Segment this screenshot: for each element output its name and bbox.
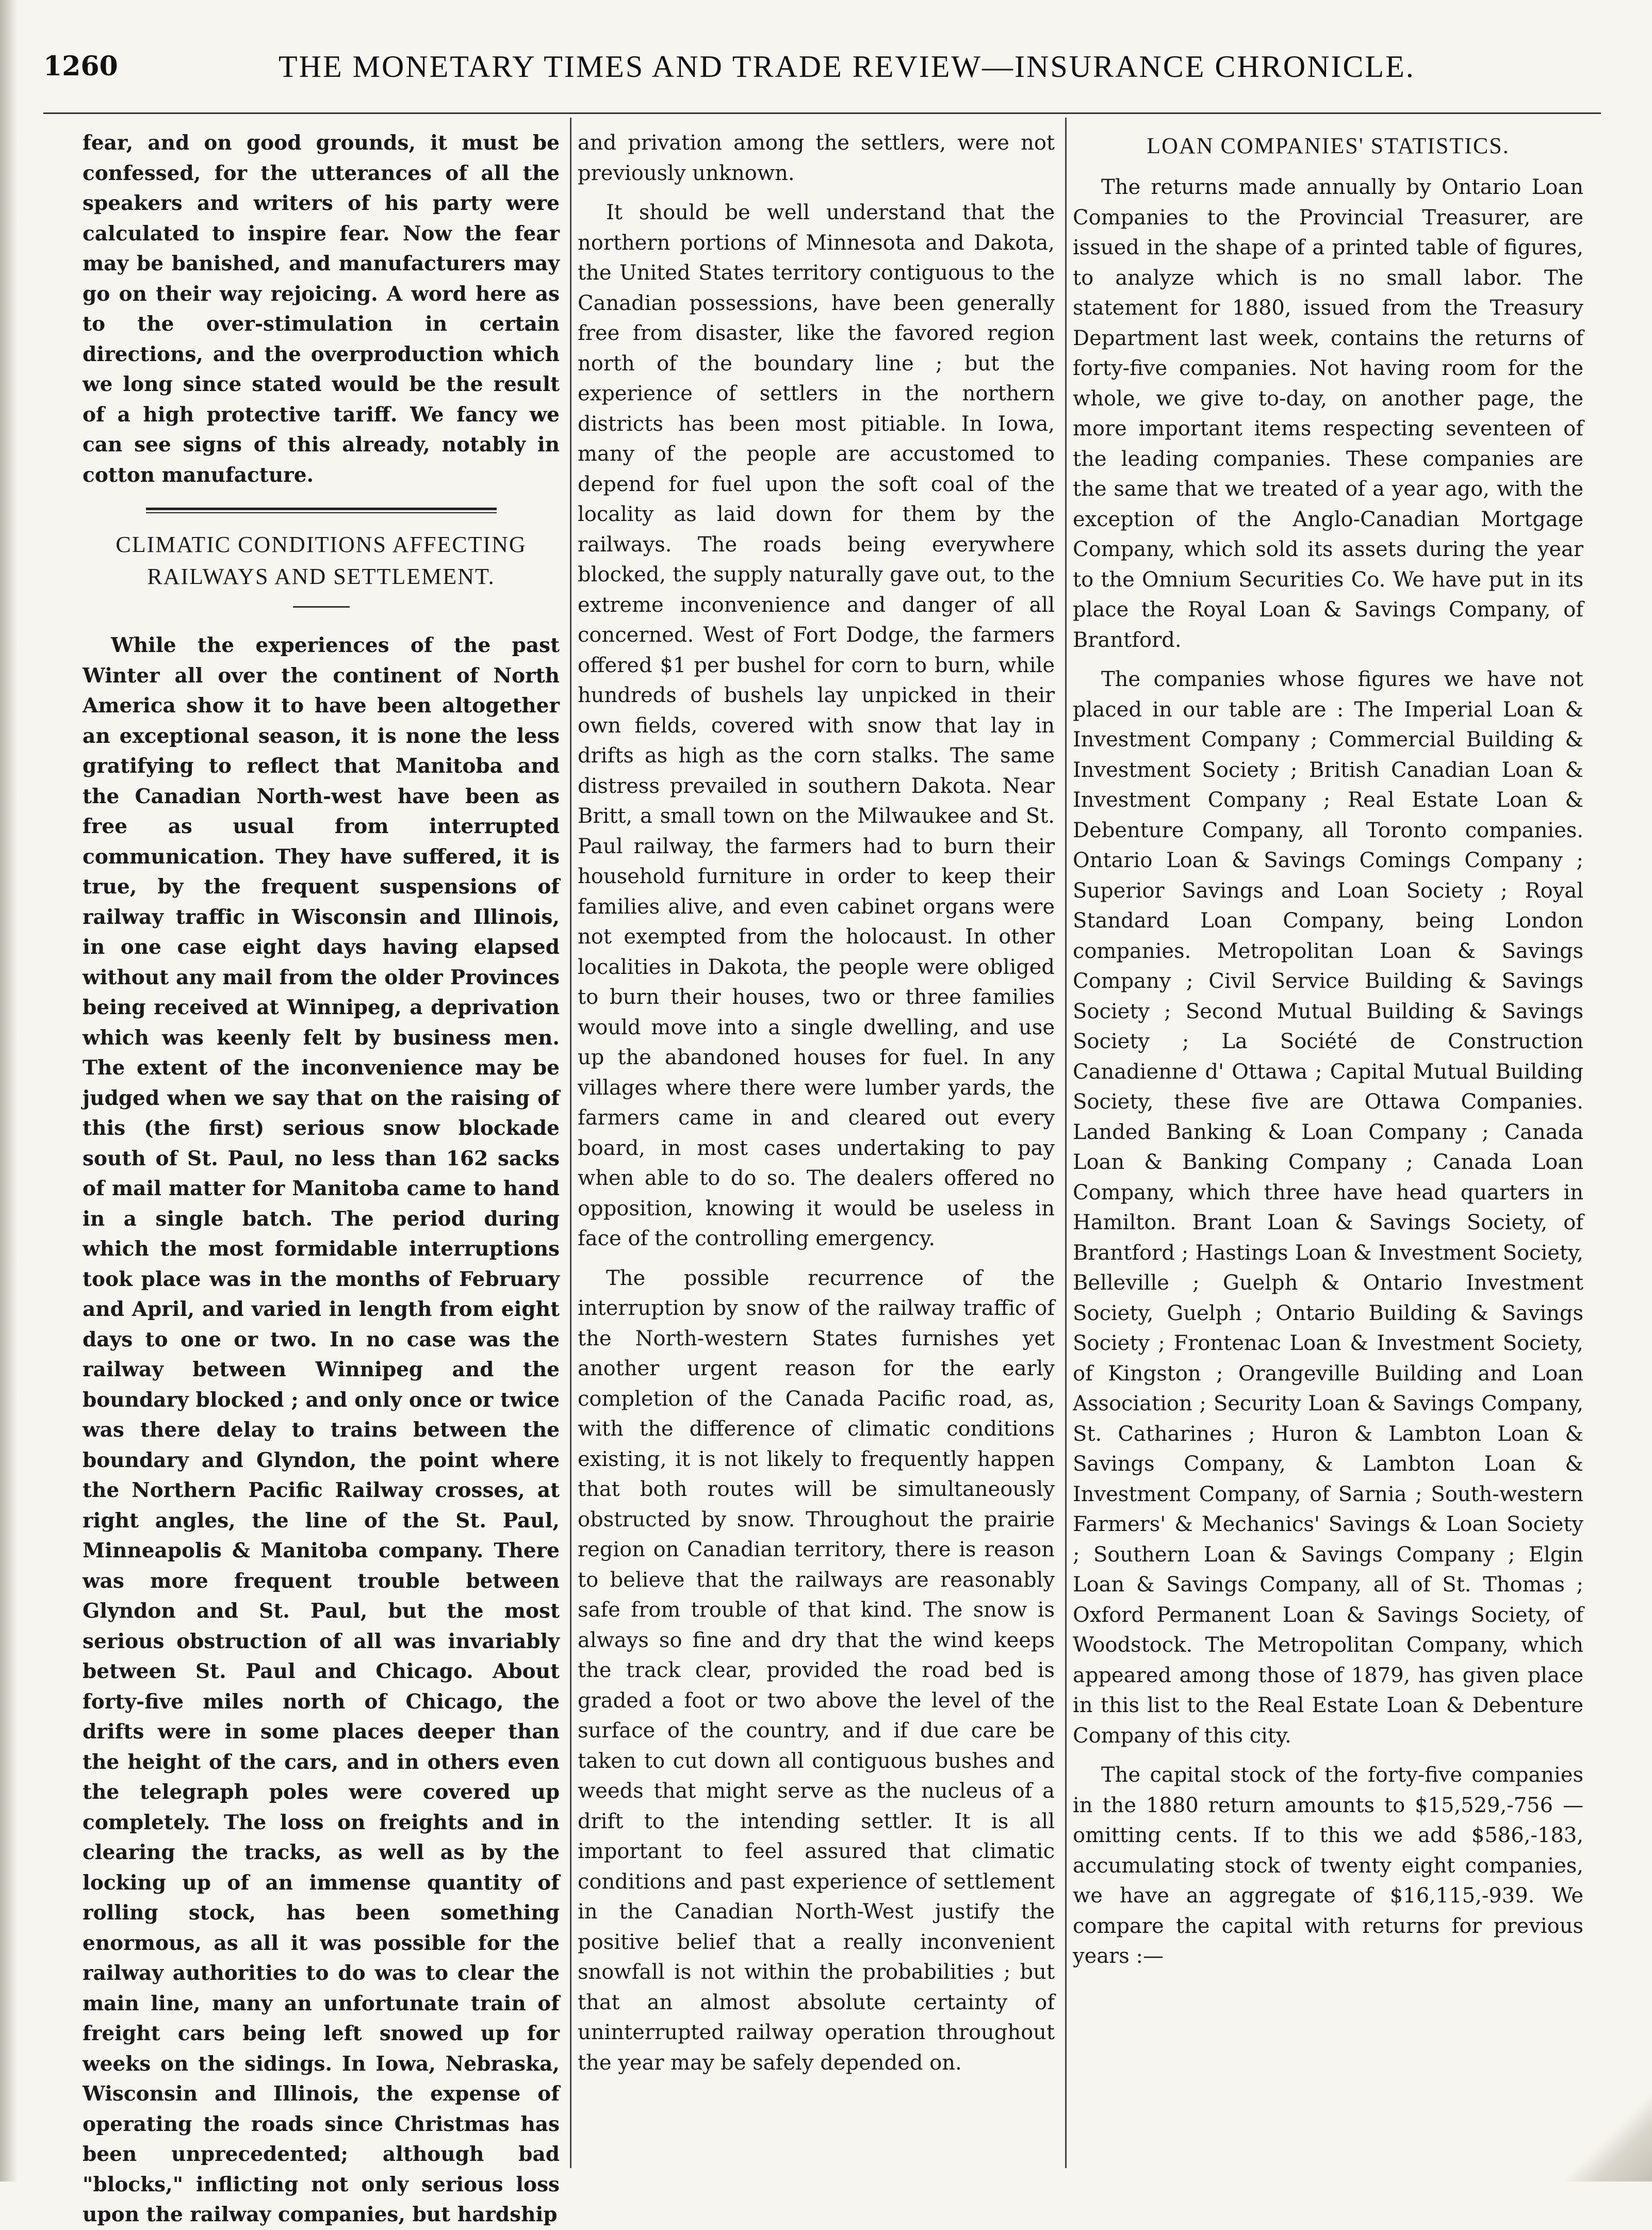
running-title: THE MONETARY TIMES AND TRADE REVIEW—INSURANCE CHRONICLE. [279, 50, 1415, 84]
column-divider-2 [1065, 118, 1067, 2168]
loan-paragraph-2: The companies whose figures we have not placed in our table are : The Imperial Loan & Investment Company ; Commercial Building & Investment Society ; British Canadian Loan & Investment Company ; Real Estate Loan & Debenture Company, all Toronto companies. Ontario Loan & Savings Comings Company ; Superior Savings and Loan Society ; Royal Standard Loan Company, being London companies. Metropolitan Loan & Savings Company ; Civil Service Building & Savings Society ; Second Mutual Building & Savings Society ; La Société de Construction Canadienne d' Ottawa ; Capital Mutual Building Society, these five are Ottawa Companies. Landed Banking & Loan Company ; Canada Loan & Banking Company ; Canada Loan Company, which three have head quarters in Hamilton. Brant Loan & Savings Society, of Brantford ; Hastings Loan & Investment Society, Belleville ; Guelph & Ontario Investment Society, Guelph ; Ontario Building & Savings Society ; Frontenac Loan & Investment Society, of Kingston ; Orangeville Building and Loan Association ; Security Loan & Savings Company, St. Catharines ; Huron & Lambton Loan & Savings Company, & Lambton Loan & Investment Company, of Sarnia ; South-western Farmers' & Mechanics' Savings & Loan Society ; Southern Loan & Savings Company ; Elgin Loan & Savings Company, all of St. Thomas ; Oxford Permanent Loan & Savings Society, of Woodstock. The Metropolitan Company, which appeared among those of 1879, has given place in this list to the Real Estate Loan & Debenture Company of this city. [1073, 668, 1583, 1748]
climatic-article-title: CLIMATIC CONDITIONS AFFECTING RAILWAYS AND SETTLEMENT. [116, 532, 527, 589]
page-edge-shadow [0, 0, 18, 2182]
column-3 [1073, 128, 1583, 2171]
loan-paragraph-3: The capital stock of the forty-five companies in the 1880 return amounts to $15,529,-756 —omitting cents. If to this we add $586,-183, accumulating stock of twenty eight companies, we have an aggregate of $16,115,-939. We compare the capital with returns for previous years :— [1073, 1763, 1583, 1968]
title-rule [293, 606, 350, 608]
column2-paragraph-1: and privation among the settlers, were not previously unknown. [578, 131, 1055, 185]
loan-companies-title: LOAN COMPANIES' STATISTICS. [1147, 133, 1510, 158]
column-1 [83, 128, 560, 2226]
climatic-article-paragraph: While the experiences of the past Winter all over the continent of North America show it to have been altogether an exceptional season, it is none the less gratifying to reflect that Manitoba and the Canadian North-west have been as free as usual from interrupted communication. They have suffered, it is true, by the frequent suspensions of railway traffic in Wisconsin and Illinois, in one case eight days having elapsed without any mail from the older Provinces being received at Winnipeg, a deprivation which was keenly felt by business men. The extent of the inconvenience may be judged when we say that on the raising of this (the first) serious snow blockade south of St. Paul, no less than 162 sacks of mail matter for Manitoba came to hand in a single batch. The period during which the most formidable interruptions took place was in the months of February and April, and varied in length from eight days to one or two. In no case was the railway between Winnipeg and the boundary blocked ; and only once or twice was there delay to trains between the boundary and Glyndon, the point where the Northern Pacific Railway crosses, at right angles, the line of the St. Paul, Minneapolis & Manitoba company. There was more frequent trouble between Glyndon and St. Paul, but the most serious obstruction of all was invariably between St. Paul and Chicago. About forty-five miles north of Chicago, the drifts were in some places deeper than the height of the cars, and in others even the telegraph poles were covered up completely. The loss on freights and in clearing the tracks, as well as by the locking up of an immense quantity of rolling stock, has been something enormous, as all it was possible for the railway authorities to do was to clear the main line, many an unfortunate train of freight cars being left snowed up for weeks on the sidings. In Iowa, Nebraska, Wisconsin and Illinois, the expense of operating the roads since Christmas has been unprecedented; although bad "blocks," inflicting not only serious loss upon the railway companies, but hardship [83, 633, 560, 2226]
column-2 [578, 128, 1055, 2171]
column2-paragraph-3: The possible recurrence of the interruption by snow of the railway traffic of the North-western States furnishes yet another urgent reason for the early completion of the Canada Pacific road, as, with the difference of climatic conditions existing, it is not likely to frequently happen that both routes will be simultaneously obstructed by snow. Throughout the prairie region on Canadian territory, there is reason to believe that the railways are reasonably safe from trouble of that kind. The snow is always so fine and dry that the wind keeps the track clear, provided the road bed is graded a foot or two above the level of the surface of the country, and if due care be taken to cut down all contiguous bushes and weeds that might serve as the nucleus of a drift to the intending settler. It is all important to feel assured that climatic conditions and past experience of settlement in the Canadian North-West justify the positive belief that a really inconvenient snowfall is not within the probabilities ; but that an almost absolute certainty of uninterrupted railway operation throughout the year may be safely depended on. [578, 1266, 1055, 2075]
column2-paragraph-2: It should be well understand that the northern portions of Minnesota and Dakota, the United States territory contiguous to the Canadian possessions, have been generally free from disaster, like the favored region north of the boundary line ; but the experience of settlers in the northern districts has been most pitiable. In Iowa, many of the people are accustomed to depend for fuel upon the soft coal of the locality as laid down for them by the railways. The roads being everywhere blocked, the supply naturally gave out, to the extreme inconvenience and danger of all concerned. West of Fort Dodge, the farmers offered $1 per bushel for corn to burn, while hundreds of bushels lay unpicked in their own fields, covered with snow that lay in drifts as high as the corn stalks. The same distress prevailed in southern Dakota. Near Britt, a small town on the Milwaukee and St. Paul railway, the farmers had to burn their household furniture in order to keep their families alive, and even cabinet organs were not exempted from the holocaust. In other localities in Dakota, the people were obliged to burn their houses, two or three families would move into a single dwelling, and use up the abandoned houses for fuel. In any villages where there were lumber yards, the farmers came in and cleared out every board, in most cases undertaking to pay when able to do so. The dealers offered no opposition, knowing it would be useless in face of the controlling emergency. [578, 201, 1055, 1250]
header-rule [43, 112, 1601, 114]
continuation-paragraph: fear, and on good grounds, it must be confessed, for the utterances of all the speakers and writers of his party were calculated to inspire fear. Now the fear may be banished, and manufacturers may go on their way rejoicing. A word here as to the over-stimulation in certain directions, and the overproduction which we long since stated would be the result of a high protective tariff. We fancy we can see signs of this already, notably in cotton manufacture. [83, 131, 560, 487]
column-divider-1 [570, 118, 571, 2168]
loan-paragraph-1: The returns made annually by Ontario Loan Companies to the Provincial Treasurer, are issued in the shape of a printed table of figures, to analyze which is no small labor. The statement for 1880, issued from the Treasury Department last week, contains the returns of forty-five companies. Not having room for the whole, we give to-day, on another page, the more important items respecting seventeen of the leading companies. These companies are the same that we treated of a year ago, with the exception of the Anglo-Canadian Mortgage Company, which sold its assets during the year to the Omnium Securities Co. We have put in its place the Royal Loan & Savings Company, of Brantford. [1073, 175, 1583, 652]
page-number: 1260 [43, 51, 118, 82]
section-divider [146, 508, 497, 513]
page-corner-curl [1559, 2047, 1652, 2182]
